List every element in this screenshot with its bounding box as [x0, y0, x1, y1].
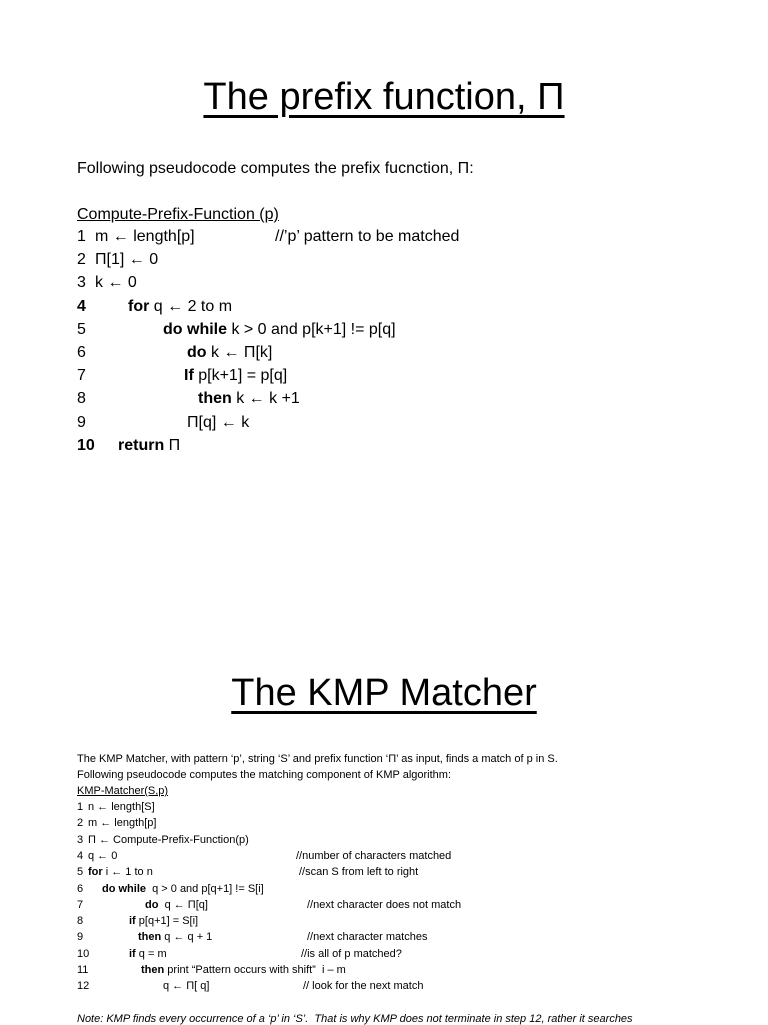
- line-code: If p[k+1] = p[q]: [184, 367, 288, 385]
- line-code: n ← length[S]: [88, 801, 155, 813]
- line-code: m ← length[p]: [95, 228, 195, 245]
- line-code: q ← 0: [88, 849, 118, 862]
- line-code: q ← Π[ q]: [163, 980, 210, 993]
- line-number: 2: [77, 251, 86, 269]
- line-number: 10: [77, 436, 95, 454]
- line-number: 1: [77, 801, 84, 813]
- line-number: 8: [77, 390, 86, 408]
- keyword: If: [184, 367, 194, 385]
- line-number: 5: [77, 866, 84, 879]
- keyword: if: [129, 915, 136, 928]
- kmp-intro-line-1: The KMP Matcher, with pattern ‘p’, string ‘S’ and prefix function ‘Π’ as input, finds a match of p in S.: [77, 753, 558, 765]
- line-code: Π[q] ← k: [187, 413, 250, 431]
- line-comment: //next character matches: [307, 931, 428, 944]
- line-code: do q ← Π[q]: [145, 898, 208, 911]
- line-code: do k ← Π[k]: [187, 344, 273, 361]
- line-number: 5: [77, 320, 86, 338]
- line-code: Π ← Compute-Prefix-Function(p): [88, 833, 249, 846]
- line-code: do while q > 0 and p[q+1] != S[i]: [102, 882, 264, 895]
- line-code: k ← 0: [95, 274, 137, 292]
- line-code: return Π: [118, 436, 181, 454]
- line-code: m ← length[p]: [88, 817, 157, 830]
- line-number: 3: [77, 274, 86, 292]
- keyword: then: [198, 390, 232, 408]
- keyword: then: [141, 964, 165, 976]
- line-code: if p[q+1] = S[i]: [129, 915, 199, 928]
- line-code: then q ← q + 1: [138, 931, 213, 944]
- line-number: 4: [77, 849, 84, 862]
- line-number: 1: [77, 228, 86, 245]
- line-comment: //is all of p matched?: [301, 947, 402, 960]
- line-number: 7: [77, 367, 86, 385]
- line-comment: //’p’ pattern to be matched: [275, 228, 460, 245]
- kmp-function-name: KMP-Matcher(S,p): [77, 785, 169, 797]
- line-code: for q ← 2 to m: [128, 297, 233, 315]
- prefix-intro: Following pseudocode computes the prefix fucnction, Π:: [77, 160, 474, 177]
- kmp-intro-line-2: Following pseudocode computes the matching component of KMP algorithm:: [77, 769, 452, 781]
- prefix-function-name: Compute-Prefix-Function (p): [77, 206, 279, 223]
- keyword: for: [88, 866, 103, 879]
- keyword: do: [145, 898, 159, 911]
- keyword: do: [187, 344, 207, 361]
- keyword: do while: [163, 320, 227, 338]
- line-number: 12: [77, 980, 90, 993]
- line-number: 10: [77, 947, 90, 960]
- line-code: Π[1] ← 0: [95, 251, 159, 269]
- kmp-note: Note: KMP finds every occurrence of a ‘p’ in ‘S’. That is why KMP does not terminate in step 12, rather it searches: [77, 1013, 633, 1025]
- line-number: 6: [77, 344, 86, 361]
- line-number: 6: [77, 882, 84, 895]
- line-comment: // look for the next match: [303, 980, 424, 993]
- line-number: 9: [77, 413, 86, 431]
- line-code: if q = m: [129, 947, 167, 960]
- line-code: do while k > 0 and p[k+1] != p[q]: [163, 320, 396, 338]
- kmp-matcher-title: The KMP Matcher: [231, 672, 537, 714]
- line-code: then print “Pattern occurs with shift” i – m: [141, 964, 346, 976]
- line-code: for i ← 1 to n: [88, 866, 153, 879]
- line-number: 4: [77, 297, 86, 315]
- line-number: 2: [77, 817, 84, 830]
- keyword: do while: [102, 882, 146, 895]
- line-code: then k ← k +1: [198, 390, 300, 408]
- line-number: 9: [77, 931, 84, 944]
- line-comment: //scan S from left to right: [299, 866, 419, 879]
- line-number: 8: [77, 915, 84, 928]
- keyword: return: [118, 436, 165, 454]
- keyword: if: [129, 947, 136, 960]
- line-number: 7: [77, 898, 84, 911]
- keyword: then: [138, 931, 162, 944]
- line-comment: //next character does not match: [307, 898, 462, 911]
- line-comment: //number of characters matched: [296, 849, 452, 862]
- prefix-function-title: The prefix function, Π: [203, 76, 565, 118]
- keyword: for: [128, 297, 150, 315]
- line-number: 11: [77, 964, 89, 976]
- line-number: 3: [77, 833, 84, 846]
